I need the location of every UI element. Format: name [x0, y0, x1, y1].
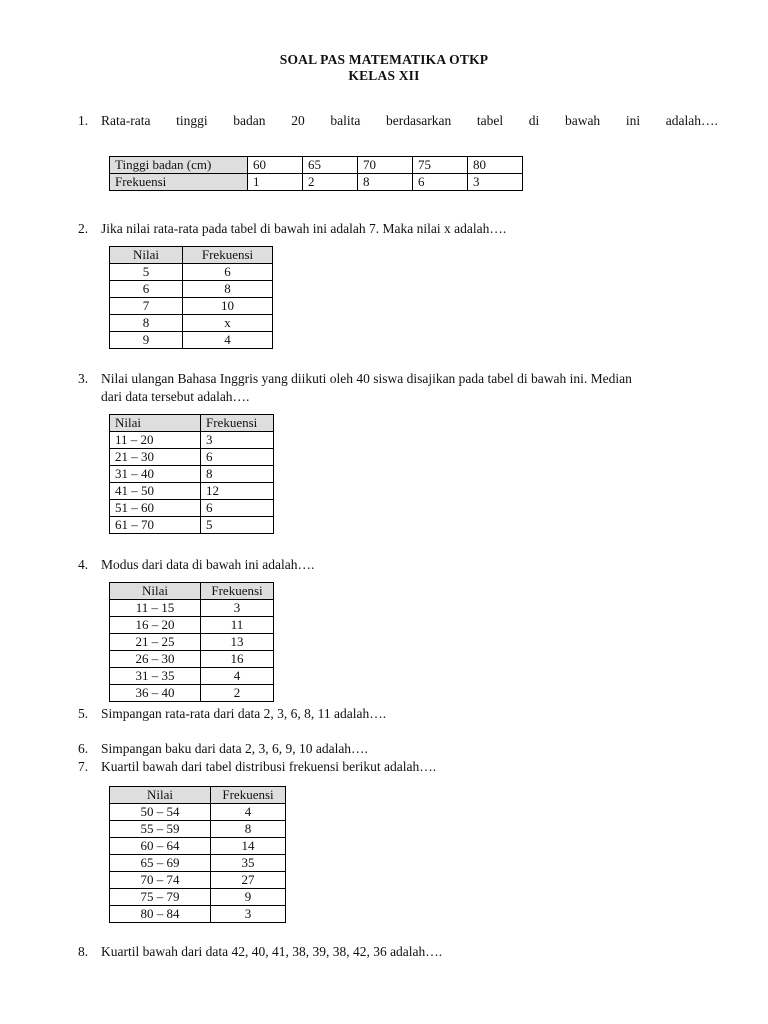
table-cell: 6	[183, 264, 273, 281]
table-cell: 61 – 70	[110, 517, 201, 534]
question-text: Kuartil bawah dari tabel distribusi frekuensi berikut adalah….	[101, 759, 437, 774]
table-row	[110, 804, 286, 821]
table-cell: 6	[413, 174, 468, 191]
table-cell: 70	[358, 157, 413, 174]
column-header: Frekuensi	[201, 415, 274, 432]
mode-frequency-table	[109, 582, 274, 702]
table-cell: 16 – 20	[110, 617, 201, 634]
table-cell: 8	[201, 466, 274, 483]
table-cell: 11 – 20	[110, 432, 201, 449]
table-cell: 4	[211, 804, 286, 821]
table-cell: 27	[211, 872, 286, 889]
table-row	[110, 685, 274, 702]
table-cell: 8	[183, 281, 273, 298]
table-cell: 50 – 54	[110, 804, 211, 821]
question-text: Kuartil bawah dari data 42, 40, 41, 38, 39, 38, 42, 36 adalah….	[101, 944, 443, 959]
word: tabel	[476, 113, 504, 128]
table-cell: 31 – 40	[110, 466, 201, 483]
word: badan	[233, 113, 266, 128]
word: Rata-rata	[101, 113, 151, 128]
table-row	[110, 157, 523, 174]
table-row	[110, 651, 274, 668]
table-cell: 11	[201, 617, 274, 634]
question-text: Jika nilai rata-rata pada tabel di bawah ini adalah 7. Maka nilai x adalah….	[101, 221, 507, 236]
question-number: 2.	[78, 221, 89, 236]
table-cell: 16	[201, 651, 274, 668]
table-row	[110, 889, 286, 906]
table-cell: 21 – 25	[110, 634, 201, 651]
table-row	[110, 517, 274, 534]
table-cell: 36 – 40	[110, 685, 201, 702]
table-row	[110, 838, 286, 855]
table-cell: 11 – 15	[110, 600, 201, 617]
table-cell: 55 – 59	[110, 821, 211, 838]
table-cell: 51 – 60	[110, 500, 201, 517]
table-cell: 9	[211, 889, 286, 906]
table-row	[110, 600, 274, 617]
table-cell: 80	[468, 157, 523, 174]
table-cell: 3	[211, 906, 286, 923]
word: ini	[625, 113, 641, 128]
table-cell: 26 – 30	[110, 651, 201, 668]
table-cell: 3	[201, 432, 274, 449]
question-text: Simpangan baku dari data 2, 3, 6, 9, 10 adalah….	[101, 741, 368, 756]
table-cell: 8	[211, 821, 286, 838]
word: bawah	[564, 113, 601, 128]
table-cell: 21 – 30	[110, 449, 201, 466]
table-cell: 3	[468, 174, 523, 191]
value-frequency-table	[109, 246, 273, 349]
table-cell: 75	[413, 157, 468, 174]
table-cell: 4	[201, 668, 274, 685]
column-header: Nilai	[110, 787, 211, 804]
table-cell: 8	[110, 315, 183, 332]
height-frequency-table	[109, 156, 523, 191]
word: berdasarkan	[386, 113, 452, 128]
column-header: Frekuensi	[183, 247, 273, 264]
table-row	[110, 855, 286, 872]
word: di	[528, 113, 540, 128]
table-row	[110, 264, 273, 281]
table-cell: 65 – 69	[110, 855, 211, 872]
table-cell: 80 – 84	[110, 906, 211, 923]
median-frequency-table	[109, 414, 274, 534]
column-header: Nilai	[110, 583, 201, 600]
table-header-row	[110, 787, 286, 804]
table-cell: 65	[303, 157, 358, 174]
table-cell: 8	[358, 174, 413, 191]
table-cell: 5	[201, 517, 274, 534]
table-cell: 70 – 74	[110, 872, 211, 889]
document-title: SOAL PAS MATEMATIKA OTKP	[279, 52, 489, 67]
table-row	[110, 281, 273, 298]
quartile-frequency-table	[109, 786, 286, 923]
table-cell: x	[183, 315, 273, 332]
word: 20	[291, 113, 305, 128]
table-cell: 4	[183, 332, 273, 349]
table-row	[110, 617, 274, 634]
question-number: 6.	[78, 741, 89, 756]
question-text	[101, 112, 718, 130]
table-row	[110, 174, 523, 191]
table-cell: 13	[201, 634, 274, 651]
table-cell: 6	[201, 500, 274, 517]
table-cell: 31 – 35	[110, 668, 201, 685]
question-text: Modus dari data di bawah ini adalah….	[101, 557, 315, 572]
table-row	[110, 298, 273, 315]
table-row	[110, 449, 274, 466]
table-row	[110, 872, 286, 889]
word: tinggi	[176, 113, 208, 128]
table-cell: 9	[110, 332, 183, 349]
document-subtitle: KELAS XII	[348, 68, 420, 83]
table-row	[110, 906, 286, 923]
question-number: 3.	[78, 371, 89, 386]
column-header: Frekuensi	[211, 787, 286, 804]
table-cell: 41 – 50	[110, 483, 201, 500]
column-header: Frekuensi	[201, 583, 274, 600]
question-number: 8.	[78, 944, 89, 959]
table-cell: 75 – 79	[110, 889, 211, 906]
column-header: Nilai	[110, 247, 183, 264]
table-cell: 35	[211, 855, 286, 872]
table-cell: 6	[201, 449, 274, 466]
question-number: 1.	[78, 113, 89, 128]
table-header-row	[110, 247, 273, 264]
table-cell: 10	[183, 298, 273, 315]
table-row	[110, 466, 274, 483]
question-text: Simpangan rata-rata dari data 2, 3, 6, 8, 11 adalah….	[101, 706, 387, 721]
question-number: 5.	[78, 706, 89, 721]
table-cell: 12	[201, 483, 274, 500]
table-cell: 1	[248, 174, 303, 191]
table-row	[110, 668, 274, 685]
word: balita	[330, 113, 361, 128]
question-number: 4.	[78, 557, 89, 572]
table-cell: 3	[201, 600, 274, 617]
table-row	[110, 332, 273, 349]
table-row	[110, 432, 274, 449]
table-header-row	[110, 415, 274, 432]
table-cell: 2	[303, 174, 358, 191]
table-cell: 5	[110, 264, 183, 281]
table-row	[110, 500, 274, 517]
table-cell: 7	[110, 298, 183, 315]
question-text-line-2: dari data tersebut adalah….	[101, 389, 250, 404]
table-row	[110, 315, 273, 332]
table-cell: 6	[110, 281, 183, 298]
table-row	[110, 483, 274, 500]
table-cell: 60 – 64	[110, 838, 211, 855]
word: adalah….	[665, 113, 718, 128]
table-cell: 2	[201, 685, 274, 702]
table-cell: Tinggi badan (cm)	[110, 157, 248, 174]
table-cell: Frekuensi	[110, 174, 248, 191]
question-text-line-1: Nilai ulangan Bahasa Inggris yang diikuti oleh 40 siswa disajikan pada tabel di bawah ini. Median	[101, 371, 632, 386]
table-row	[110, 821, 286, 838]
column-header: Nilai	[110, 415, 201, 432]
table-cell: 60	[248, 157, 303, 174]
table-header-row	[110, 583, 274, 600]
table-cell: 14	[211, 838, 286, 855]
table-row	[110, 634, 274, 651]
question-number: 7.	[78, 759, 89, 774]
